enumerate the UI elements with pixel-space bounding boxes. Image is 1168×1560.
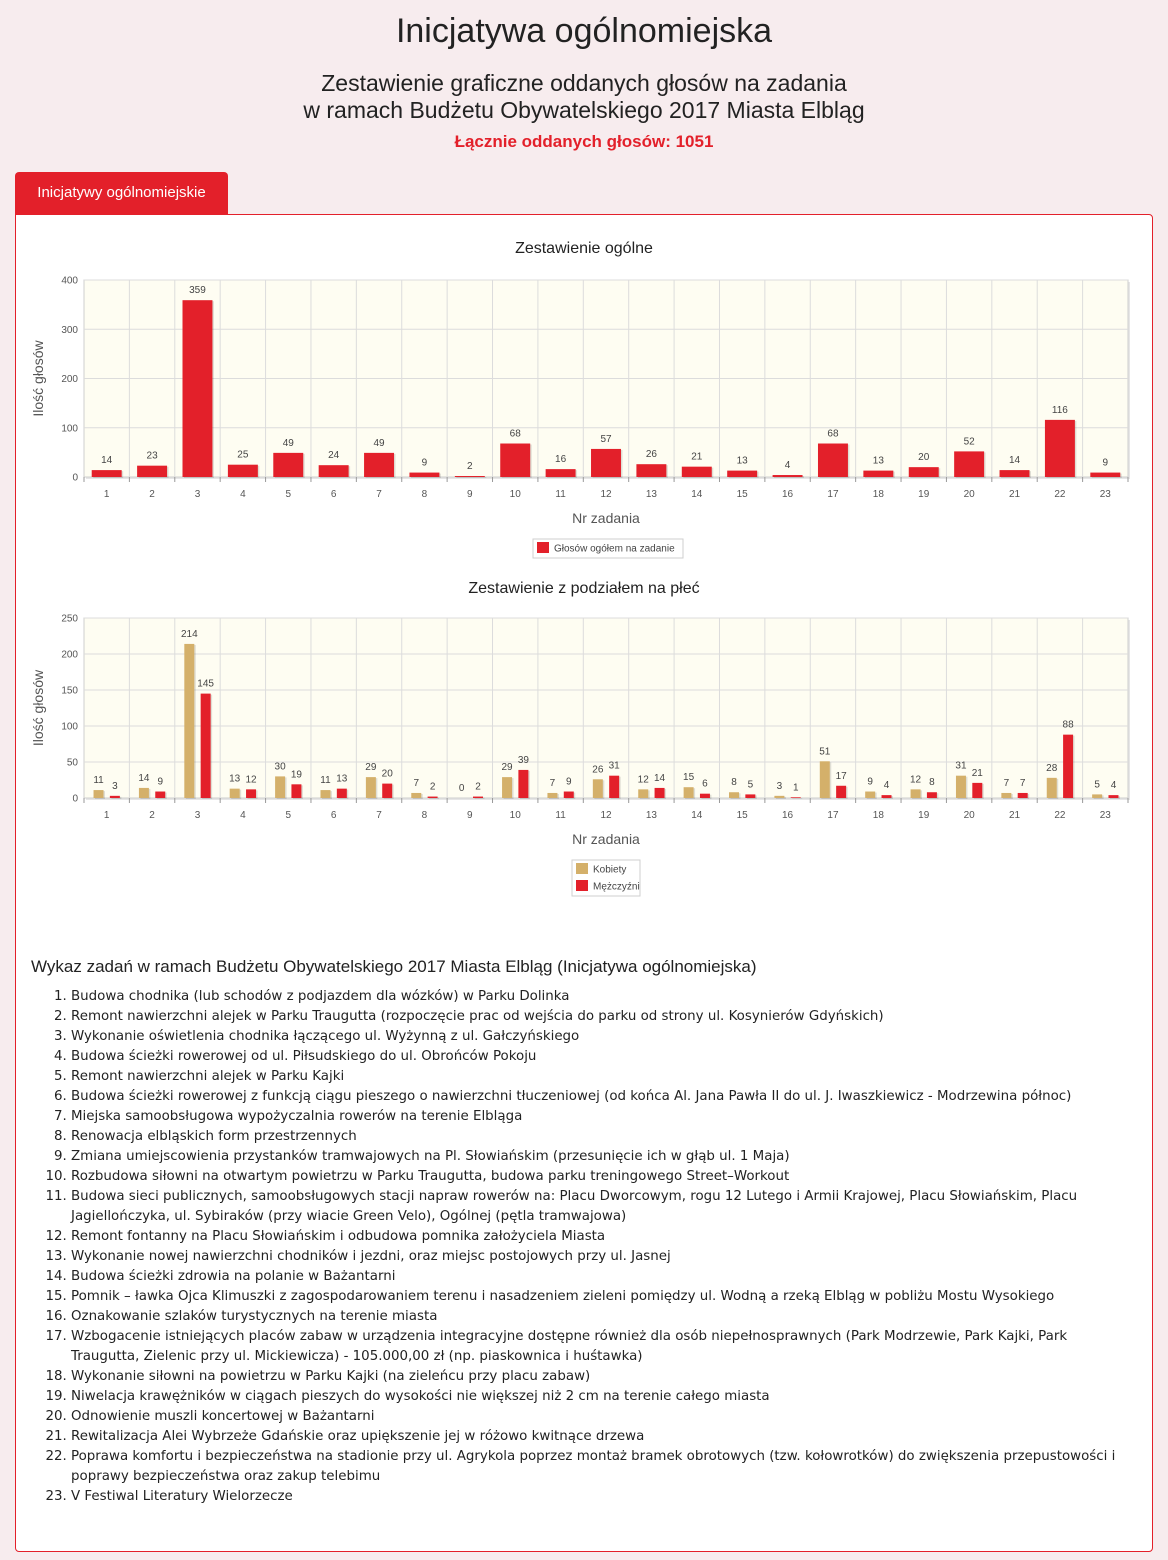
bar <box>273 453 303 477</box>
list-item: 20. Odnowienie muszli koncertowej w Bażantarni <box>71 1407 1136 1427</box>
y-tick-label: 0 <box>72 472 78 484</box>
bar <box>94 790 104 798</box>
bar <box>791 797 801 798</box>
bar <box>319 465 349 477</box>
total-votes: Łącznie oddanych głosów: 1051 <box>454 132 714 151</box>
bar <box>863 471 893 477</box>
bar <box>956 776 966 798</box>
list-item: 9. Zmiana umiejscowienia przystanków tramwajowych na Pl. Słowiańskim (przesunięcie ich w głąb ul. 1 Maja) <box>71 1147 1136 1167</box>
data-label: 214 <box>180 628 198 640</box>
bar <box>727 471 757 477</box>
bar <box>246 789 256 798</box>
bar <box>275 776 285 798</box>
x-tick-label: 9 <box>467 810 473 821</box>
list-item: 2. Remont nawierzchni alejek w Parku Traugutta (rozpoczęcie prac od wejścia do parku od strony ul. Kosynierów Gdyńskich) <box>71 1007 1136 1027</box>
data-label: 8 <box>929 777 935 789</box>
bar <box>428 797 438 798</box>
list-item: 3. Wykonanie oświetlenia chodnika łączącego ul. Wyżynną z ul. Gałczyńskiego <box>71 1027 1136 1047</box>
list-item: 15. Pomnik – ławka Ojca Klimuszki z zagospodarowaniem terenu i nasadzeniem zieleni pomiędzy ul. Wodną a rzeką Elbląg w pobliżu Mostu Wysokiego <box>71 1287 1136 1307</box>
legend-swatch <box>576 880 588 891</box>
chart-overall <box>0 0 1168 580</box>
x-tick-label: 4 <box>240 810 246 821</box>
bar <box>927 792 937 798</box>
bar <box>1047 778 1057 798</box>
bar <box>609 776 619 798</box>
list-item: 22. Poprawa komfortu i bezpieczeństwa na stadionie przy ul. Agrykola poprzez montaż bramek obrotowych (tzw. kołowrotków) do zwiększenia przepustowości i poprawy bezpieczeństwa oraz zakup telebimu <box>71 1447 1136 1487</box>
data-label: 4 <box>784 460 791 472</box>
bar <box>774 796 784 798</box>
list-item: 18. Wykonanie siłowni na powietrzu w Parku Kajki (na zieleńcu przy placu zabaw) <box>71 1367 1136 1387</box>
bar <box>409 473 439 477</box>
bar <box>155 792 165 798</box>
list-item: 6. Budowa ścieżki rowerowej z funkcją ciągu pieszego o nawierzchni tłuczeniowej (od końca Al. Jana Pawła II do ul. J. Iwaszkiewicz - Modrzewina północ) <box>71 1087 1136 1107</box>
data-label: 12 <box>245 774 257 786</box>
bar <box>1063 735 1073 798</box>
bar <box>228 465 258 477</box>
data-label: 1 <box>792 782 799 794</box>
y-tick-label: 50 <box>66 757 78 769</box>
y-tick-label: 250 <box>61 613 78 625</box>
data-label: 0 <box>458 783 465 794</box>
bar <box>201 694 211 798</box>
bar <box>773 475 803 477</box>
x-tick-label: 23 <box>1099 489 1111 500</box>
data-label: 9 <box>157 776 164 788</box>
x-axis-title: Nr zadania <box>572 510 640 526</box>
list-item: 13. Wykonanie nowej nawierzchni chodników i jezdni, oraz miejsc postojowych przy ul. Jasnej <box>71 1247 1136 1267</box>
bar <box>836 786 846 798</box>
x-tick-label: 23 <box>1099 810 1111 821</box>
bar <box>818 444 848 477</box>
bar <box>411 793 421 798</box>
data-label: 25 <box>237 449 249 461</box>
bar <box>909 467 939 477</box>
legend-label: Mężczyźni <box>593 881 640 893</box>
x-tick-label: 21 <box>1008 489 1021 500</box>
x-tick-label: 2 <box>149 489 155 500</box>
bar <box>364 453 394 477</box>
page-title: Inicjatywa ogólnomiejska <box>395 12 773 50</box>
data-label: 57 <box>600 433 612 445</box>
x-tick-label: 6 <box>330 489 337 500</box>
bar <box>638 789 648 798</box>
list-item: 23. V Festiwal Literatury Wielorzecze <box>71 1487 1136 1507</box>
legend-label: Kobiety <box>593 864 627 876</box>
x-tick-label: 9 <box>467 489 473 500</box>
data-label: 145 <box>197 678 214 690</box>
bar <box>230 789 240 798</box>
x-tick-label: 11 <box>555 810 566 821</box>
bar <box>593 779 603 798</box>
x-tick-label: 15 <box>736 489 748 500</box>
data-label: 17 <box>835 770 847 782</box>
data-label: 9 <box>565 776 572 788</box>
bar <box>1108 795 1118 798</box>
bar <box>972 783 982 798</box>
chart-2-title: Zestawienie z podziałem na płeć <box>468 580 700 597</box>
data-label: 30 <box>274 761 286 773</box>
data-label: 5 <box>1094 779 1100 791</box>
chart-by-gender <box>0 580 1168 900</box>
data-label: 31 <box>955 760 967 772</box>
bar <box>591 449 621 477</box>
chart-1-title: Zestawienie ogólne <box>515 240 653 257</box>
x-tick-label: 16 <box>782 810 794 821</box>
bar <box>500 444 530 477</box>
data-label: 9 <box>421 457 428 469</box>
bar <box>729 792 739 798</box>
data-label: 2 <box>429 781 436 793</box>
list-item: 17. Wzbogacenie istniejących placów zabaw w urządzenia integracyjne dostępne również dla osób niepełnosprawnych (Park Modrzewie, Park Kajki, Park Traugutta, Zielenic przy ul. Mickiewicza) - 105.000,00 zł (np. piaskownica i huśtawka) <box>71 1327 1136 1367</box>
data-label: 11 <box>320 775 331 787</box>
x-tick-label: 4 <box>240 489 246 500</box>
list-item: 21. Rewitalizacja Alei Wybrzeże Gdańskie oraz upiększenie jej w różowo kwitnące drzewa <box>71 1427 1136 1447</box>
data-label: 24 <box>328 450 340 462</box>
bar <box>1092 794 1102 798</box>
bar <box>184 644 194 798</box>
data-label: 21 <box>691 451 703 463</box>
bar <box>502 777 512 798</box>
bar <box>655 788 665 798</box>
bar <box>518 770 528 798</box>
data-label: 15 <box>683 772 695 784</box>
x-tick-label: 20 <box>963 810 975 821</box>
data-label: 11 <box>93 775 104 787</box>
y-tick-label: 100 <box>61 423 78 435</box>
data-label: 6 <box>702 778 708 790</box>
bar <box>682 467 712 477</box>
data-label: 14 <box>101 455 113 467</box>
y-tick-label: 200 <box>61 374 78 385</box>
list-item: 1. Budowa chodnika (lub schodów z podjazdem dla wózków) w Parku Dolinka <box>71 987 1136 1007</box>
data-label: 52 <box>963 436 975 448</box>
x-tick-label: 2 <box>149 810 155 821</box>
x-tick-label: 19 <box>918 489 930 500</box>
bar <box>1045 420 1075 477</box>
list-item: 16. Oznakowanie szlaków turystycznych na terenie miasta <box>71 1307 1136 1327</box>
data-label: 31 <box>608 760 620 772</box>
y-axis-title: Ilość głosów <box>30 340 46 417</box>
x-tick-label: 15 <box>736 810 748 821</box>
data-label: 13 <box>872 455 884 467</box>
list-item: 14. Budowa ścieżki zdrowia na polanie w Bażantarni <box>71 1267 1136 1287</box>
x-tick-label: 10 <box>509 810 521 821</box>
x-tick-label: 18 <box>872 810 884 821</box>
bar <box>547 793 557 798</box>
x-tick-label: 14 <box>691 489 703 500</box>
bar <box>700 794 710 798</box>
list-item: 5. Remont nawierzchni alejek w Parku Kajki <box>71 1067 1136 1087</box>
x-tick-label: 5 <box>285 489 292 500</box>
list-item: 8. Renowacja elbląskich form przestrzennych <box>71 1127 1136 1147</box>
x-tick-label: 1 <box>103 810 110 821</box>
x-tick-label: 17 <box>827 810 839 821</box>
bar <box>382 784 392 798</box>
data-label: 9 <box>867 776 873 788</box>
x-tick-label: 7 <box>376 810 382 821</box>
bar <box>636 464 666 477</box>
x-tick-label: 14 <box>691 810 703 821</box>
x-tick-label: 22 <box>1054 810 1066 821</box>
subtitle-line-2: w ramach Budżetu Obywatelskiego 2017 Miasta Elbląg <box>303 97 865 123</box>
y-axis-title: Ilość głosów <box>30 669 46 747</box>
data-label: 29 <box>501 762 513 774</box>
data-label: 88 <box>1062 719 1074 731</box>
bar <box>882 795 892 798</box>
list-heading: Wykaz zadań w ramach Budżetu Obywatelskiego 2017 Miasta Elbląg (Inicjatywa ogólnomiejska) <box>31 957 757 976</box>
data-label: 49 <box>373 437 385 449</box>
y-tick-label: 400 <box>61 275 78 287</box>
data-label: 51 <box>819 746 831 758</box>
list-item: 12. Remont fontanny na Placu Słowiańskim i odbudowa pomnika założyciela Miasta <box>71 1227 1136 1247</box>
x-tick-label: 7 <box>376 489 382 500</box>
bar <box>1000 470 1030 477</box>
bar <box>954 451 984 477</box>
x-tick-label: 13 <box>645 810 657 821</box>
data-label: 13 <box>336 773 348 785</box>
tab-inicjatywy-ogolnomiejskie[interactable]: Inicjatywy ogólnomiejskie <box>15 172 228 214</box>
data-label: 68 <box>827 428 839 440</box>
data-label: 12 <box>637 774 649 786</box>
bar <box>1001 793 1011 798</box>
bar <box>820 761 830 798</box>
y-tick-label: 100 <box>61 721 78 733</box>
bar-shadow <box>792 798 802 799</box>
data-label: 359 <box>189 285 206 297</box>
data-label: 116 <box>1051 404 1068 416</box>
x-axis-title: Nr zadania <box>572 831 640 847</box>
data-label: 4 <box>1110 780 1117 792</box>
bar <box>139 788 149 798</box>
subtitle-line-1: Zestawienie graficzne oddanych głosów na zadania <box>321 70 847 96</box>
data-label: 4 <box>883 780 890 792</box>
y-tick-label: 300 <box>61 324 78 336</box>
list-item: 7. Miejska samoobsługowa wypożyczalnia rowerów na terenie Elbląga <box>71 1107 1136 1127</box>
x-tick-label: 19 <box>918 810 930 821</box>
y-tick-label: 150 <box>61 685 78 697</box>
data-label: 26 <box>592 764 604 776</box>
bar <box>366 777 376 798</box>
data-label: 8 <box>731 777 737 789</box>
x-tick-label: 5 <box>285 810 292 821</box>
x-tick-label: 17 <box>827 489 839 500</box>
x-tick-label: 18 <box>872 489 884 500</box>
data-label: 49 <box>282 437 294 449</box>
data-label: 19 <box>290 769 302 781</box>
x-tick-label: 8 <box>421 810 428 821</box>
x-tick-label: 13 <box>645 489 657 500</box>
x-tick-label: 12 <box>600 489 612 500</box>
bar <box>92 470 122 477</box>
data-label: 20 <box>381 768 393 780</box>
x-tick-label: 1 <box>103 489 110 500</box>
data-label: 7 <box>1003 777 1010 789</box>
bar <box>455 476 485 477</box>
bar <box>684 787 694 798</box>
data-label: 7 <box>549 777 556 789</box>
x-tick-label: 6 <box>330 810 337 821</box>
data-label: 9 <box>1102 457 1109 469</box>
data-label: 7 <box>413 777 420 789</box>
bar <box>911 789 921 798</box>
data-label: 13 <box>736 455 748 467</box>
list-item: 10. Rozbudowa siłowni na otwartym powietrzu w Parku Traugutta, budowa parku treningowego Street–Workout <box>71 1167 1136 1187</box>
data-label: 14 <box>653 772 666 784</box>
data-label: 3 <box>776 780 783 792</box>
data-label: 20 <box>918 452 930 464</box>
x-tick-label: 21 <box>1008 810 1021 821</box>
bar-shadow <box>456 477 486 478</box>
bar <box>320 790 330 798</box>
data-label: 7 <box>1019 777 1026 789</box>
bar <box>137 466 167 477</box>
data-label: 14 <box>138 772 150 784</box>
x-tick-label: 8 <box>421 489 428 500</box>
bar <box>182 300 212 477</box>
data-label: 28 <box>1046 762 1058 774</box>
data-label: 2 <box>475 781 481 793</box>
bar <box>745 794 755 798</box>
task-list <box>31 987 1136 1507</box>
data-label: 12 <box>910 774 922 786</box>
bar <box>865 792 875 798</box>
data-label: 26 <box>645 449 657 461</box>
x-tick-label: 22 <box>1054 489 1066 500</box>
bar <box>564 792 574 798</box>
bar <box>546 469 576 477</box>
legend-swatch <box>537 542 549 553</box>
data-label: 29 <box>365 762 377 774</box>
x-tick-label: 12 <box>600 810 612 821</box>
bar <box>1018 793 1028 798</box>
data-label: 68 <box>509 428 521 440</box>
x-tick-label: 16 <box>782 489 794 500</box>
data-label: 14 <box>1008 455 1021 467</box>
bar <box>473 797 483 798</box>
data-label: 16 <box>555 454 567 466</box>
data-label: 5 <box>747 779 754 791</box>
x-tick-label: 10 <box>509 489 521 500</box>
list-item: 11. Budowa sieci publicznych, samoobsługowych stacji napraw rowerów na: Placu Dworcowym, rogu 12 Lutego i Armii Krajowej, Placu Słowiańskim, Placu Jagiellończyka, ul. Sybiraków (przy wiacie Green Velo), Ogólnej (pętla tramwajowa) <box>71 1187 1136 1227</box>
data-label: 2 <box>467 461 473 473</box>
list-item: 4. Budowa ścieżki rowerowej od ul. Piłsudskiego do ul. Obrońców Pokoju <box>71 1047 1136 1067</box>
data-label: 39 <box>517 754 529 766</box>
data-label: 13 <box>229 773 241 785</box>
x-tick-label: 3 <box>194 489 201 500</box>
x-tick-label: 11 <box>555 489 566 500</box>
x-tick-label: 3 <box>194 810 201 821</box>
bar <box>291 784 301 798</box>
legend-label: Głosów ogółem na zadanie <box>554 543 675 555</box>
bar <box>110 796 120 798</box>
bar <box>337 789 347 798</box>
legend-swatch <box>576 863 588 874</box>
bar <box>1090 473 1120 477</box>
y-tick-label: 200 <box>61 649 78 661</box>
data-label: 3 <box>112 780 118 792</box>
data-label: 23 <box>146 450 158 462</box>
list-item: 19. Niwelacja krawężników w ciągach pieszych do wysokości nie większej niż 2 cm na terenie całego miasta <box>71 1387 1136 1407</box>
y-tick-label: 0 <box>72 793 78 805</box>
data-label: 21 <box>971 767 983 779</box>
x-tick-label: 20 <box>963 489 975 500</box>
